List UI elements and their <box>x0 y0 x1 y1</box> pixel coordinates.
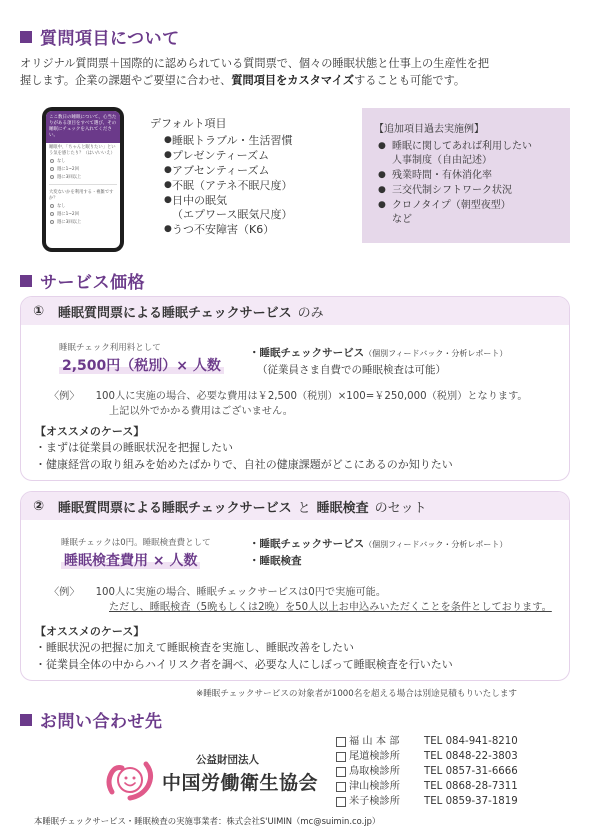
checkbox-icon <box>336 737 346 747</box>
radio-icon <box>50 167 54 171</box>
intro-text <box>20 55 580 89</box>
list-item-label: クロノタイプ（朝型夜型） <box>392 200 511 211</box>
bullet-icon: ● <box>378 170 386 180</box>
list-item-label: 不眠（アテネ不眠尺度） <box>172 179 293 192</box>
list-item <box>150 133 293 148</box>
osusume-item: ・睡眠状況の把握に加えて睡眠検査を実施し、睡眠改善をしたい <box>35 641 354 654</box>
service-note: （従業員さま自費での睡眠検査は可能） <box>257 364 446 376</box>
section-header-questions <box>20 24 180 49</box>
example-text: ただし、睡眠検査（5晩もしくは2晩）を50人以上お申込みいただくことを条件としております。 <box>109 602 552 613</box>
bullet-icon: ● <box>164 165 172 175</box>
phone-option-label: 週に3回以上 <box>57 175 82 180</box>
osusume-block <box>35 623 453 673</box>
office-name: 福 山 本 部 <box>349 736 400 747</box>
section-title: お問い合わせ先 <box>40 712 163 732</box>
intro-line-2 <box>20 72 580 89</box>
bullet-icon: ● <box>164 224 172 234</box>
phone-option-label: 週に1~2回 <box>57 212 79 217</box>
checkbox-icon <box>336 752 346 762</box>
contact-list <box>336 734 518 809</box>
list-item <box>150 163 293 178</box>
office-name: 米子検診所 <box>349 796 400 807</box>
example-label: 〈例〉 <box>49 587 80 598</box>
service-line <box>249 345 507 362</box>
section-square-icon <box>20 31 32 43</box>
default-items-list <box>150 115 293 237</box>
phone-option-label: 週に3回以上 <box>57 220 82 225</box>
phone-option-label: 週に1~2回 <box>57 167 79 172</box>
price-block <box>59 341 224 375</box>
list-item-label: うつ不安障害（K6） <box>172 223 275 236</box>
osusume-item: ・まずは従業員の睡眠状況を把握したい <box>35 441 233 454</box>
intro-line-1: オリジナル質問票＋国際的に認められている質問票で、個々の睡眠状態と仕事上の生産性を把 <box>20 57 490 70</box>
section-header-price <box>20 268 145 293</box>
section-title: 質問項目について <box>40 29 180 49</box>
plan-card-2 <box>20 491 570 681</box>
service-detail: （個別フィードバック・分析レポート） <box>364 349 508 358</box>
plan-name-connector: と <box>297 500 311 516</box>
example-text: 100人に実施の場合、睡眠チェックサービスは0円で実施可能。 <box>95 587 387 598</box>
osusume-heading: 【オススメのケース】 <box>35 425 145 438</box>
phone-question-1: 睡眠中、「ちゃんと眠りたい」という気を感じたり？（はい/いいえ） <box>49 145 116 156</box>
smartphone-mockup <box>42 107 124 252</box>
office-name: 鳥取検診所 <box>349 766 400 777</box>
office-name: 津山検診所 <box>349 781 400 792</box>
price-caption: 睡眠チェックは0円。睡眠検査費として <box>61 538 211 548</box>
intro-line-2c: することも可能です。 <box>354 74 466 87</box>
phone-screen <box>46 111 120 248</box>
list-item <box>150 193 293 208</box>
office-tel[interactable]: TEL 0868-28-7311 <box>424 781 518 792</box>
list-item <box>150 148 293 163</box>
phone-question-2: 大変ないかを利用する・複雑ですか？ <box>49 190 114 201</box>
service-line <box>249 536 507 553</box>
intro-emphasis: 質問項目をカスタマイズ <box>231 74 355 87</box>
section-header-contact <box>20 707 163 732</box>
list-item-label: アブセンティーズム <box>172 164 270 177</box>
plan-card-header <box>21 297 569 325</box>
price-value-text: 2,500円（税別）× 人数 <box>59 358 224 374</box>
plan-name-suffix: のセット <box>374 500 427 516</box>
list-item-label: 睡眠トラブル・生活習慣 <box>172 134 293 147</box>
list-item <box>374 198 558 213</box>
phone-option-label: なし <box>57 204 66 209</box>
phone-divider <box>49 184 117 185</box>
example-line <box>49 585 552 600</box>
plan-card-1 <box>20 296 570 481</box>
osusume-item: ・従業員全体の中からハイリスク者を調べ、必要な人にしぼって睡眠検査を行いたい <box>35 658 453 671</box>
example-block <box>49 389 528 419</box>
service-name: ・睡眠チェックサービス <box>249 538 365 550</box>
radio-icon <box>50 159 54 163</box>
contact-row <box>336 749 518 764</box>
plan-name: 睡眠質問票による睡眠チェックサービス <box>58 305 292 321</box>
extra-items-heading: 【追加項目過去実施例】 <box>374 124 484 135</box>
service-name: ・睡眠検査 <box>249 555 302 567</box>
example-block <box>49 585 552 615</box>
phone-option <box>46 218 120 226</box>
plan-name-2: 睡眠検査 <box>316 500 369 516</box>
phone-option <box>46 157 120 165</box>
list-item-more: など <box>392 214 412 225</box>
list-item-sub: 人事制度（自由記述） <box>392 155 492 166</box>
example-text: 上記以外でかかる費用はございません。 <box>109 406 293 417</box>
bullet-icon: ● <box>164 150 172 160</box>
contact-row <box>336 734 518 749</box>
price-block <box>61 536 211 570</box>
service-desc <box>249 345 507 378</box>
osusume-item: ・健康経営の取り組みを始めたばかりで、自社の健康課題がどこにあるのか知りたい <box>35 458 453 471</box>
contact-row <box>336 794 518 809</box>
bullet-icon: ● <box>378 185 386 195</box>
osusume-block <box>35 423 453 473</box>
bullet-icon: ● <box>164 180 172 190</box>
service-line <box>249 553 507 569</box>
price-footnote: ※睡眠チェックサービスの対象者が1000名を超える場合は別途見積もりいたします <box>196 689 518 699</box>
phone-option-label: なし <box>57 159 66 164</box>
office-tel[interactable]: TEL 0848-22-3803 <box>424 751 518 762</box>
plan-name-suffix: のみ <box>297 305 324 321</box>
section-square-icon <box>20 714 32 726</box>
phone-option <box>46 165 120 173</box>
list-item <box>374 139 558 154</box>
checkbox-icon <box>336 767 346 777</box>
list-item <box>150 178 293 193</box>
phone-option <box>46 173 120 181</box>
radio-icon <box>50 175 54 179</box>
office-name: 尾道検診所 <box>349 751 400 762</box>
radio-icon <box>50 212 54 216</box>
office-tel[interactable]: TEL 0857-31-6666 <box>424 766 518 777</box>
list-item-sub: （エプワース眠気尺度） <box>172 208 293 221</box>
plan-name: 睡眠質問票による睡眠チェックサービス <box>58 500 292 516</box>
extra-items-box <box>362 108 570 243</box>
osusume-heading: 【オススメのケース】 <box>35 625 145 638</box>
example-text: 100人に実施の場合、必要な費用は￥2,500（税別）×100=￥250,000（税別）となります。 <box>95 391 528 402</box>
service-desc <box>249 536 507 569</box>
example-label: 〈例〉 <box>49 391 80 402</box>
bullet-icon: ● <box>164 135 172 145</box>
plan-card-header <box>21 492 569 520</box>
phone-option <box>46 202 120 210</box>
bullet-icon: ● <box>378 141 386 151</box>
bullet-icon: ● <box>378 200 386 210</box>
list-item-label: 睡眠に関してあれば利用したい <box>392 141 532 152</box>
list-item <box>150 222 293 237</box>
plan-number: ① <box>33 303 45 319</box>
intro-line-2a: 握します。企業の課題やご要望に合わせ、 <box>20 74 232 87</box>
org-prefix: 公益財団法人 <box>196 754 259 766</box>
smiling-face-hands-logo <box>102 752 158 804</box>
default-items-heading: デフォルト項目 <box>150 117 227 130</box>
office-tel[interactable]: TEL 084-941-8210 <box>424 736 518 747</box>
office-tel[interactable]: TEL 0859-37-1819 <box>424 796 518 807</box>
list-item-label: 三交代制シフトワーク状況 <box>392 185 512 196</box>
list-item-label: 日中の眠気 <box>172 194 227 207</box>
service-name: ・睡眠チェックサービス <box>249 347 365 359</box>
list-item-label: 残業時間・有休消化率 <box>392 170 492 181</box>
service-detail: （個別フィードバック・分析レポート） <box>364 540 508 549</box>
section-square-icon <box>20 275 32 287</box>
price-value-text: 睡眠検査費用 × 人数 <box>61 553 200 569</box>
radio-icon <box>50 204 54 208</box>
price-value <box>59 355 224 375</box>
radio-icon <box>50 220 54 224</box>
checkbox-icon <box>336 797 346 807</box>
implementer-note: 本睡眠チェックサービス・睡眠検査の実施事業者：株式会社S'UIMIN（mc@suimin.co.jp） <box>34 816 381 826</box>
contact-row <box>336 764 518 779</box>
list-item <box>374 168 558 183</box>
example-line <box>49 389 528 404</box>
contact-row <box>336 779 518 794</box>
price-caption: 睡眠チェック利用料として <box>59 343 161 353</box>
plan-number: ② <box>33 498 45 514</box>
list-item-label: プレゼンティーズム <box>172 149 270 162</box>
section-title: サービス価格 <box>40 273 145 293</box>
list-item <box>374 183 558 198</box>
bullet-icon: ● <box>164 195 172 205</box>
org-name: 中国労働衛生協会 <box>162 772 319 794</box>
phone-option <box>46 210 120 218</box>
price-value <box>61 550 211 570</box>
checkbox-icon <box>336 782 346 792</box>
phone-header: ここ数日の睡眠について、心当たりがある項目をすべて選び、その睡眠にチェックを入れてください。 <box>46 111 120 143</box>
